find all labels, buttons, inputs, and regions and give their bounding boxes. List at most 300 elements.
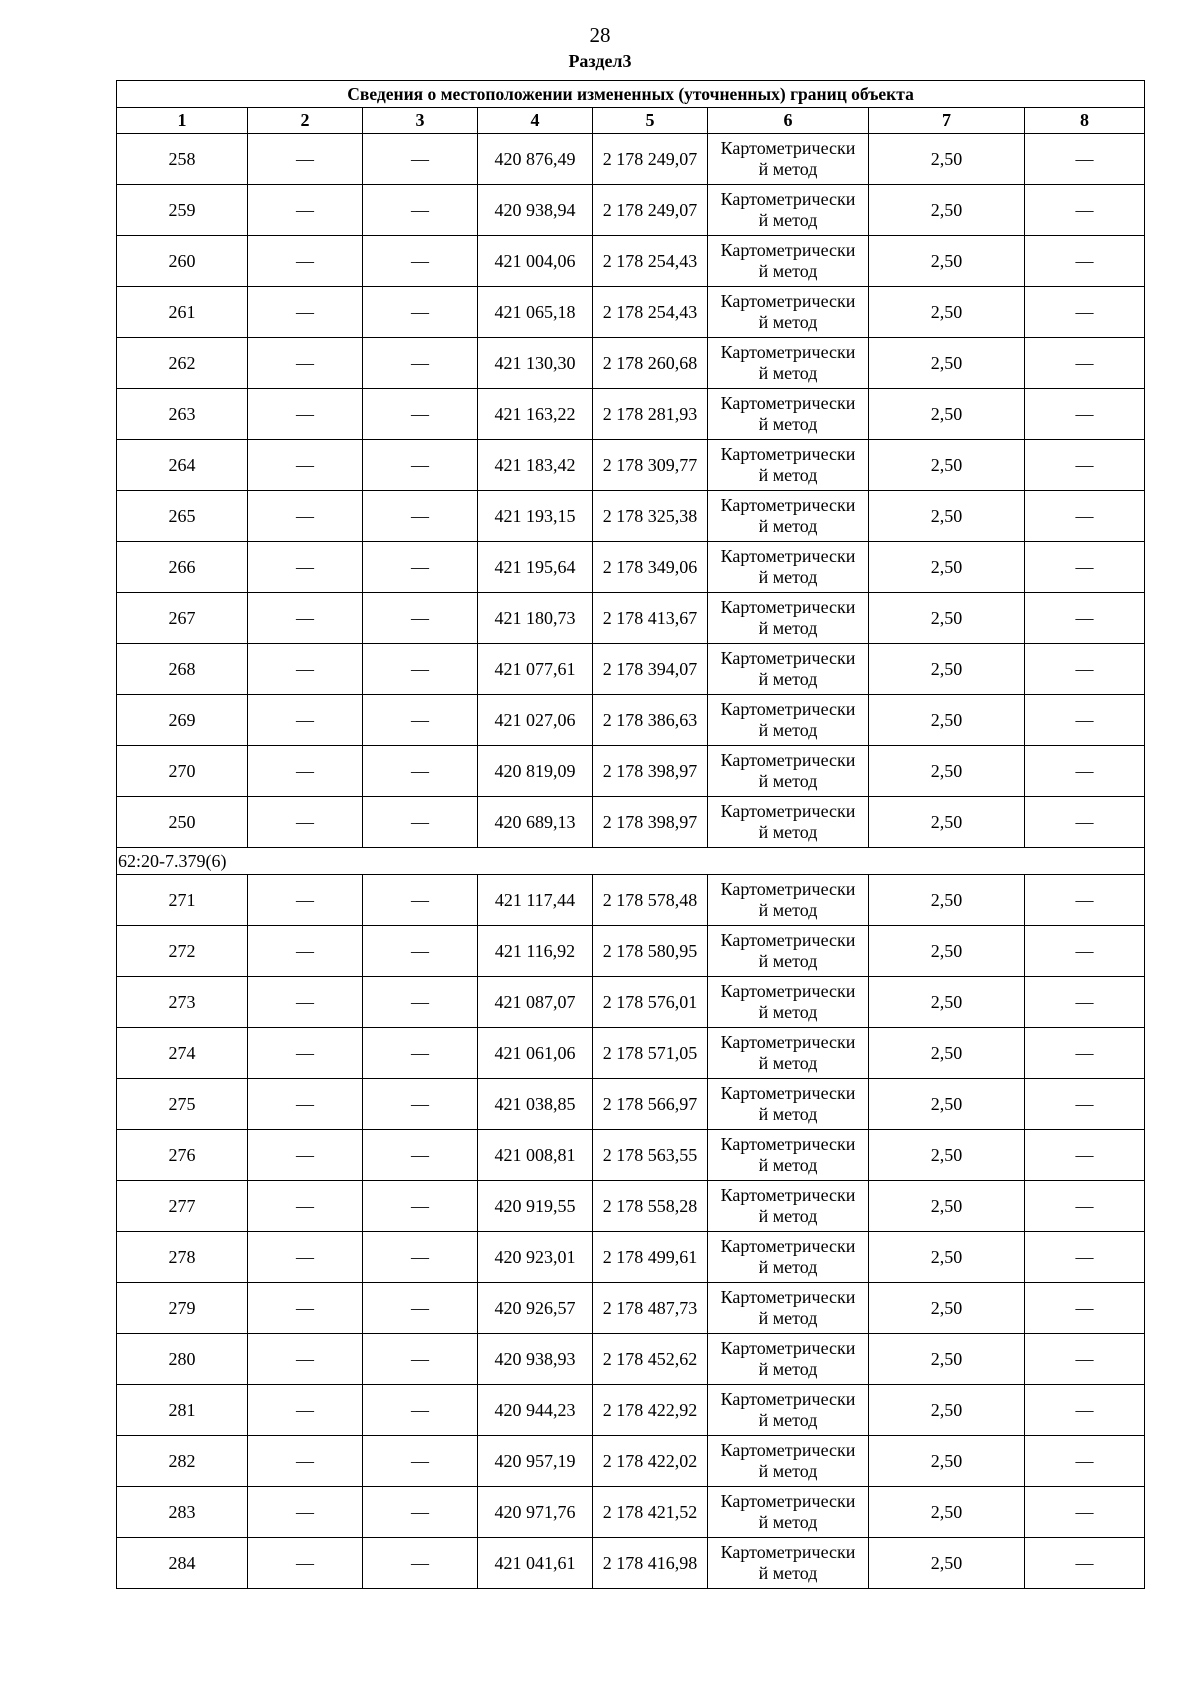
method-line-1: Картометрически: [720, 444, 856, 464]
method-line-1: Картометрически: [720, 1542, 856, 1562]
table-row: [117, 1436, 1145, 1487]
column3-cell: —: [363, 1079, 478, 1130]
column2-cell: —: [248, 1283, 363, 1334]
method-line-1: Картометрически: [720, 1032, 856, 1052]
column2-cell: —: [248, 695, 363, 746]
column2-cell: —: [248, 185, 363, 236]
method-line-2: й метод: [758, 1155, 818, 1175]
point-number-cell: 264: [117, 440, 248, 491]
method-cell: [708, 1079, 869, 1130]
method-line-1: Картометрически: [720, 879, 856, 899]
table-row: [117, 695, 1145, 746]
column8-cell: —: [1025, 287, 1145, 338]
column2-cell: —: [248, 1181, 363, 1232]
x-coordinate-cell: 420 876,49: [478, 134, 593, 185]
point-number-cell: 280: [117, 1334, 248, 1385]
column-header: 6: [708, 108, 869, 134]
method-line-1: Картометрически: [720, 981, 856, 1001]
column3-cell: —: [363, 1283, 478, 1334]
table-row: [117, 1181, 1145, 1232]
method-line-2: й метод: [758, 363, 818, 383]
x-coordinate-cell: 421 065,18: [478, 287, 593, 338]
table-row: [117, 644, 1145, 695]
method-line-1: Картометрически: [720, 1389, 856, 1409]
column8-cell: —: [1025, 644, 1145, 695]
method-line-2: й метод: [758, 1206, 818, 1226]
table-body-part1: [117, 134, 1145, 848]
table-row: [117, 185, 1145, 236]
method-line-2: й метод: [758, 771, 818, 791]
method-cell: [708, 542, 869, 593]
table-row: [117, 338, 1145, 389]
table-row: [117, 287, 1145, 338]
method-line-2: й метод: [758, 159, 818, 179]
method-cell: [708, 134, 869, 185]
column-header: 1: [117, 108, 248, 134]
column8-cell: —: [1025, 977, 1145, 1028]
column3-cell: —: [363, 593, 478, 644]
x-coordinate-cell: 420 819,09: [478, 746, 593, 797]
method-line-1: Картометрически: [720, 240, 856, 260]
y-coordinate-cell: 2 178 309,77: [593, 440, 708, 491]
point-number-cell: 265: [117, 491, 248, 542]
method-cell: [708, 875, 869, 926]
point-number-cell: 275: [117, 1079, 248, 1130]
method-cell: [708, 977, 869, 1028]
table-row: [117, 1130, 1145, 1181]
accuracy-cell: 2,50: [869, 542, 1025, 593]
section-title: Раздел3: [568, 51, 632, 71]
method-line-1: Картометрически: [720, 1491, 856, 1511]
x-coordinate-cell: 421 183,42: [478, 440, 593, 491]
method-line-2: й метод: [758, 261, 818, 281]
method-line-2: й метод: [758, 210, 818, 230]
column3-cell: —: [363, 440, 478, 491]
column2-cell: —: [248, 1538, 363, 1589]
column8-cell: —: [1025, 185, 1145, 236]
table-row: [117, 134, 1145, 185]
method-line-2: й метод: [758, 951, 818, 971]
column8-cell: —: [1025, 389, 1145, 440]
table-row: [117, 1487, 1145, 1538]
point-number-cell: 259: [117, 185, 248, 236]
method-cell: [708, 1283, 869, 1334]
x-coordinate-cell: 420 689,13: [478, 797, 593, 848]
x-coordinate-cell: 420 971,76: [478, 1487, 593, 1538]
point-number-cell: 274: [117, 1028, 248, 1079]
column3-cell: —: [363, 1436, 478, 1487]
method-line-1: Картометрически: [720, 1440, 856, 1460]
accuracy-cell: 2,50: [869, 1232, 1025, 1283]
column3-cell: —: [363, 926, 478, 977]
x-coordinate-cell: 421 038,85: [478, 1079, 593, 1130]
accuracy-cell: 2,50: [869, 593, 1025, 644]
column3-cell: —: [363, 644, 478, 695]
accuracy-cell: 2,50: [869, 1028, 1025, 1079]
method-line-2: й метод: [758, 1053, 818, 1073]
x-coordinate-cell: 420 938,93: [478, 1334, 593, 1385]
column8-cell: —: [1025, 593, 1145, 644]
method-cell: [708, 746, 869, 797]
column3-cell: —: [363, 236, 478, 287]
group-label: 62:20-7.379(6): [117, 848, 1145, 875]
method-line-1: Картометрически: [720, 1185, 856, 1205]
method-line-2: й метод: [758, 567, 818, 587]
method-cell: [708, 236, 869, 287]
method-line-2: й метод: [758, 822, 818, 842]
accuracy-cell: 2,50: [869, 491, 1025, 542]
accuracy-cell: 2,50: [869, 746, 1025, 797]
table-row: [117, 1028, 1145, 1079]
y-coordinate-cell: 2 178 566,97: [593, 1079, 708, 1130]
table-row: [117, 1079, 1145, 1130]
point-number-cell: 279: [117, 1283, 248, 1334]
table-row: [117, 1283, 1145, 1334]
point-number-cell: 266: [117, 542, 248, 593]
accuracy-cell: 2,50: [869, 695, 1025, 746]
column2-cell: —: [248, 491, 363, 542]
method-line-2: й метод: [758, 1308, 818, 1328]
method-cell: [708, 1538, 869, 1589]
x-coordinate-cell: 421 193,15: [478, 491, 593, 542]
column8-cell: —: [1025, 491, 1145, 542]
column-header: 5: [593, 108, 708, 134]
x-coordinate-cell: 420 923,01: [478, 1232, 593, 1283]
column3-cell: —: [363, 1487, 478, 1538]
column-header: 4: [478, 108, 593, 134]
method-cell: [708, 185, 869, 236]
column2-cell: —: [248, 287, 363, 338]
point-number-cell: 271: [117, 875, 248, 926]
table-row: [117, 593, 1145, 644]
column8-cell: —: [1025, 1079, 1145, 1130]
method-cell: [708, 491, 869, 542]
accuracy-cell: 2,50: [869, 977, 1025, 1028]
y-coordinate-cell: 2 178 422,02: [593, 1436, 708, 1487]
column3-cell: —: [363, 695, 478, 746]
accuracy-cell: 2,50: [869, 1385, 1025, 1436]
method-line-1: Картометрически: [720, 291, 856, 311]
method-line-2: й метод: [758, 465, 818, 485]
method-line-2: й метод: [758, 1359, 818, 1379]
x-coordinate-cell: 420 919,55: [478, 1181, 593, 1232]
point-number-cell: 277: [117, 1181, 248, 1232]
table-row: [117, 491, 1145, 542]
method-line-2: й метод: [758, 1563, 818, 1583]
accuracy-cell: 2,50: [869, 287, 1025, 338]
x-coordinate-cell: 420 926,57: [478, 1283, 593, 1334]
accuracy-cell: 2,50: [869, 389, 1025, 440]
method-line-2: й метод: [758, 1461, 818, 1481]
method-line-1: Картометрически: [720, 495, 856, 515]
x-coordinate-cell: 421 130,30: [478, 338, 593, 389]
point-number-cell: 260: [117, 236, 248, 287]
accuracy-cell: 2,50: [869, 1283, 1025, 1334]
y-coordinate-cell: 2 178 349,06: [593, 542, 708, 593]
method-cell: [708, 389, 869, 440]
accuracy-cell: 2,50: [869, 1079, 1025, 1130]
method-line-2: й метод: [758, 414, 818, 434]
column2-cell: —: [248, 236, 363, 287]
y-coordinate-cell: 2 178 563,55: [593, 1130, 708, 1181]
column8-cell: —: [1025, 1028, 1145, 1079]
accuracy-cell: 2,50: [869, 1538, 1025, 1589]
y-coordinate-cell: 2 178 487,73: [593, 1283, 708, 1334]
method-line-1: Картометрически: [720, 546, 856, 566]
method-cell: [708, 1436, 869, 1487]
method-line-2: й метод: [758, 1257, 818, 1277]
method-line-1: Картометрически: [720, 597, 856, 617]
column8-cell: —: [1025, 797, 1145, 848]
y-coordinate-cell: 2 178 325,38: [593, 491, 708, 542]
y-coordinate-cell: 2 178 260,68: [593, 338, 708, 389]
accuracy-cell: 2,50: [869, 797, 1025, 848]
column2-cell: —: [248, 797, 363, 848]
column2-cell: —: [248, 977, 363, 1028]
column-header: 2: [248, 108, 363, 134]
column3-cell: —: [363, 1232, 478, 1283]
method-cell: [708, 1181, 869, 1232]
y-coordinate-cell: 2 178 416,98: [593, 1538, 708, 1589]
column-header: 8: [1025, 108, 1145, 134]
point-number-cell: 276: [117, 1130, 248, 1181]
table-row: [117, 1334, 1145, 1385]
method-line-2: й метод: [758, 1410, 818, 1430]
column8-cell: —: [1025, 1334, 1145, 1385]
y-coordinate-cell: 2 178 386,63: [593, 695, 708, 746]
method-line-1: Картометрически: [720, 1338, 856, 1358]
point-number-cell: 284: [117, 1538, 248, 1589]
x-coordinate-cell: 421 004,06: [478, 236, 593, 287]
column8-cell: —: [1025, 542, 1145, 593]
table-row: [117, 542, 1145, 593]
point-number-cell: 269: [117, 695, 248, 746]
column3-cell: —: [363, 1385, 478, 1436]
column3-cell: —: [363, 1334, 478, 1385]
method-line-1: Картометрически: [720, 1287, 856, 1307]
x-coordinate-cell: 421 027,06: [478, 695, 593, 746]
x-coordinate-cell: 421 117,44: [478, 875, 593, 926]
y-coordinate-cell: 2 178 254,43: [593, 236, 708, 287]
method-cell: [708, 593, 869, 644]
method-line-1: Картометрически: [720, 342, 856, 362]
column2-cell: —: [248, 1436, 363, 1487]
method-cell: [708, 797, 869, 848]
method-line-1: Картометрически: [720, 648, 856, 668]
method-cell: [708, 1028, 869, 1079]
point-number-cell: 273: [117, 977, 248, 1028]
point-number-cell: 250: [117, 797, 248, 848]
table-row: [117, 389, 1145, 440]
column2-cell: —: [248, 338, 363, 389]
accuracy-cell: 2,50: [869, 926, 1025, 977]
group-row: [117, 848, 1145, 875]
column8-cell: —: [1025, 746, 1145, 797]
column-header: 3: [363, 108, 478, 134]
x-coordinate-cell: 420 944,23: [478, 1385, 593, 1436]
column3-cell: —: [363, 287, 478, 338]
method-cell: [708, 1334, 869, 1385]
method-line-2: й метод: [758, 1002, 818, 1022]
y-coordinate-cell: 2 178 254,43: [593, 287, 708, 338]
y-coordinate-cell: 2 178 452,62: [593, 1334, 708, 1385]
method-line-1: Картометрически: [720, 189, 856, 209]
column2-cell: —: [248, 593, 363, 644]
method-cell: [708, 1130, 869, 1181]
method-line-2: й метод: [758, 618, 818, 638]
column2-cell: —: [248, 1487, 363, 1538]
column8-cell: —: [1025, 1283, 1145, 1334]
column2-cell: —: [248, 875, 363, 926]
method-line-2: й метод: [758, 720, 818, 740]
method-cell: [708, 926, 869, 977]
column3-cell: —: [363, 746, 478, 797]
column8-cell: —: [1025, 338, 1145, 389]
method-line-2: й метод: [758, 1512, 818, 1532]
method-line-2: й метод: [758, 516, 818, 536]
method-line-1: Картометрически: [720, 750, 856, 770]
point-number-cell: 272: [117, 926, 248, 977]
column2-cell: —: [248, 644, 363, 695]
method-line-1: Картометрически: [720, 393, 856, 413]
table-row: [117, 1538, 1145, 1589]
column8-cell: —: [1025, 926, 1145, 977]
table-row: [117, 926, 1145, 977]
column8-cell: —: [1025, 1385, 1145, 1436]
accuracy-cell: 2,50: [869, 1334, 1025, 1385]
x-coordinate-cell: 421 087,07: [478, 977, 593, 1028]
column-header-row: [117, 108, 1145, 134]
x-coordinate-cell: 421 008,81: [478, 1130, 593, 1181]
column3-cell: —: [363, 491, 478, 542]
point-number-cell: 282: [117, 1436, 248, 1487]
column2-cell: —: [248, 1385, 363, 1436]
x-coordinate-cell: 421 041,61: [478, 1538, 593, 1589]
column2-cell: —: [248, 926, 363, 977]
table-row: [117, 977, 1145, 1028]
accuracy-cell: 2,50: [869, 875, 1025, 926]
x-coordinate-cell: 420 957,19: [478, 1436, 593, 1487]
method-line-1: Картометрически: [720, 138, 856, 158]
x-coordinate-cell: 420 938,94: [478, 185, 593, 236]
accuracy-cell: 2,50: [869, 1487, 1025, 1538]
accuracy-cell: 2,50: [869, 440, 1025, 491]
column3-cell: —: [363, 542, 478, 593]
accuracy-cell: 2,50: [869, 1436, 1025, 1487]
column3-cell: —: [363, 797, 478, 848]
point-number-cell: 262: [117, 338, 248, 389]
method-cell: [708, 1232, 869, 1283]
method-line-2: й метод: [758, 1104, 818, 1124]
column8-cell: —: [1025, 1487, 1145, 1538]
point-number-cell: 267: [117, 593, 248, 644]
method-line-1: Картометрически: [720, 1083, 856, 1103]
y-coordinate-cell: 2 178 578,48: [593, 875, 708, 926]
table-row: [117, 236, 1145, 287]
method-cell: [708, 1487, 869, 1538]
x-coordinate-cell: 421 163,22: [478, 389, 593, 440]
method-line-2: й метод: [758, 312, 818, 332]
column8-cell: —: [1025, 1538, 1145, 1589]
y-coordinate-cell: 2 178 571,05: [593, 1028, 708, 1079]
point-number-cell: 261: [117, 287, 248, 338]
point-number-cell: 263: [117, 389, 248, 440]
column3-cell: —: [363, 389, 478, 440]
column2-cell: —: [248, 1079, 363, 1130]
y-coordinate-cell: 2 178 281,93: [593, 389, 708, 440]
method-line-1: Картометрически: [720, 1134, 856, 1154]
y-coordinate-cell: 2 178 576,01: [593, 977, 708, 1028]
y-coordinate-cell: 2 178 580,95: [593, 926, 708, 977]
method-cell: [708, 440, 869, 491]
y-coordinate-cell: 2 178 413,67: [593, 593, 708, 644]
x-coordinate-cell: 421 061,06: [478, 1028, 593, 1079]
x-coordinate-cell: 421 180,73: [478, 593, 593, 644]
column2-cell: —: [248, 389, 363, 440]
column-header: 7: [869, 108, 1025, 134]
column3-cell: —: [363, 185, 478, 236]
y-coordinate-cell: 2 178 558,28: [593, 1181, 708, 1232]
accuracy-cell: 2,50: [869, 644, 1025, 695]
method-cell: [708, 1385, 869, 1436]
y-coordinate-cell: 2 178 249,07: [593, 134, 708, 185]
column3-cell: —: [363, 134, 478, 185]
method-line-1: Картометрически: [720, 1236, 856, 1256]
page-number: 28: [589, 23, 611, 47]
method-cell: [708, 287, 869, 338]
point-number-cell: 270: [117, 746, 248, 797]
accuracy-cell: 2,50: [869, 1181, 1025, 1232]
point-number-cell: 268: [117, 644, 248, 695]
column2-cell: —: [248, 134, 363, 185]
column8-cell: —: [1025, 1232, 1145, 1283]
accuracy-cell: 2,50: [869, 134, 1025, 185]
x-coordinate-cell: 421 077,61: [478, 644, 593, 695]
point-number-cell: 281: [117, 1385, 248, 1436]
table-title: Сведения о местоположении измененных (уточненных) границ объекта: [117, 81, 1145, 108]
column2-cell: —: [248, 1232, 363, 1283]
point-number-cell: 258: [117, 134, 248, 185]
column3-cell: —: [363, 338, 478, 389]
column2-cell: —: [248, 1334, 363, 1385]
column2-cell: —: [248, 440, 363, 491]
point-number-cell: 278: [117, 1232, 248, 1283]
column3-cell: —: [363, 1028, 478, 1079]
column8-cell: —: [1025, 1181, 1145, 1232]
column2-cell: —: [248, 542, 363, 593]
column2-cell: —: [248, 1130, 363, 1181]
table-row: [117, 1385, 1145, 1436]
column8-cell: —: [1025, 1130, 1145, 1181]
y-coordinate-cell: 2 178 398,97: [593, 746, 708, 797]
column8-cell: —: [1025, 1436, 1145, 1487]
table-group: [117, 848, 1145, 875]
table-row: [117, 875, 1145, 926]
method-line-1: Картометрически: [720, 801, 856, 821]
method-line-1: Картометрически: [720, 930, 856, 950]
y-coordinate-cell: 2 178 421,52: [593, 1487, 708, 1538]
y-coordinate-cell: 2 178 249,07: [593, 185, 708, 236]
boundary-coordinates-table: [116, 80, 1145, 1589]
table-body-part2: [117, 875, 1145, 1589]
accuracy-cell: 2,50: [869, 338, 1025, 389]
table-row: [117, 797, 1145, 848]
table-title-row: [117, 81, 1145, 108]
x-coordinate-cell: 421 195,64: [478, 542, 593, 593]
table-row: [117, 440, 1145, 491]
y-coordinate-cell: 2 178 499,61: [593, 1232, 708, 1283]
method-cell: [708, 644, 869, 695]
